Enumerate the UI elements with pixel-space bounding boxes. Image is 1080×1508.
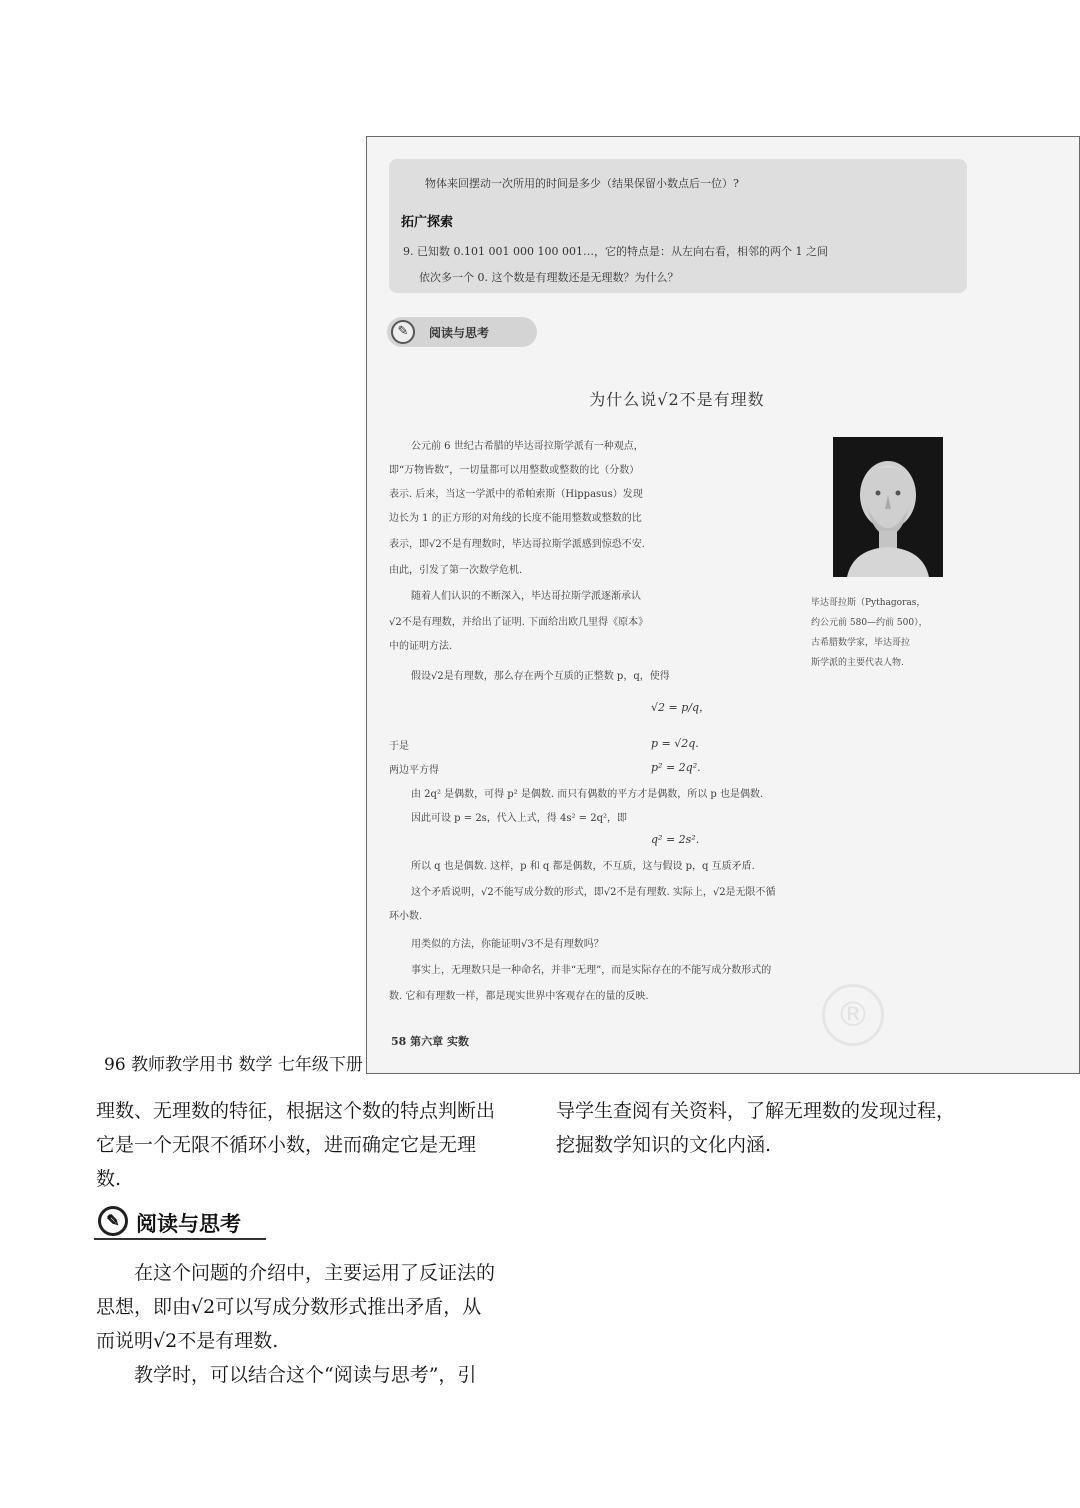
text-line: 导学生查阅有关资料，了解无理数的发现过程，	[556, 1100, 956, 1122]
text-line: 理数、无理数的特征，根据这个数的特点判断出	[96, 1100, 496, 1122]
section-label: 阅读与思考	[429, 326, 490, 340]
proof-line: 这个矛盾说明，√2不能写成分数的形式，即√2不是有理数. 实际上，√2是无限不循	[411, 887, 776, 898]
exercise-9-line: 依次多一个 0. 这个数是有理数还是无理数？为什么？	[419, 271, 679, 284]
paragraph-line: 由此，引发了第一次数学危机.	[389, 565, 523, 576]
portrait-caption: 毕达哥拉斯（Pythagoras，	[811, 598, 926, 608]
proof-line: 由 2q² 是偶数，可得 p² 是偶数. 而只有偶数的平方才是偶数，所以 p 也是偶数.	[411, 789, 764, 800]
equation: p² = 2q².	[651, 761, 701, 774]
proof-line: 环小数.	[389, 911, 423, 922]
portrait-caption: 斯学派的主要代表人物.	[811, 658, 904, 668]
math-label: 于是	[389, 741, 409, 752]
paragraph-line: 随着人们认识的不断深入，毕达哥拉斯学派逐渐承认	[411, 591, 641, 602]
paragraph-line: 假设√2是有理数，那么存在两个互质的正整数 p，q，使得	[411, 671, 670, 682]
paragraph-line: √2不是有理数，并给出了证明. 下面给出欧几里得《原本》	[389, 617, 649, 628]
equation: p = √2q.	[651, 737, 699, 750]
reading-icon: ✎	[391, 320, 415, 344]
article-title: 为什么说√2不是有理数	[589, 390, 765, 409]
right-column	[556, 1094, 1016, 1162]
reading-heading	[94, 1204, 266, 1240]
portrait-caption: 约公元前 580—约前 500），	[811, 618, 928, 628]
proof-line: 所以 q 也是偶数. 这样，p 和 q 都是偶数，不互质，这与假设 p，q 互质矛盾.	[411, 861, 755, 872]
text-line: 挖掘数学知识的文化内涵.	[556, 1134, 772, 1156]
text-line: 而说明√2不是有理数.	[96, 1330, 279, 1352]
equation: q² = 2s².	[651, 833, 700, 846]
text-line: 教学时，可以结合这个“阅读与思考”，引	[96, 1364, 477, 1386]
portrait-caption: 古希腊数学家，毕达哥拉	[811, 638, 911, 648]
paragraph-line: 即“万物皆数”，一切量都可以用整数或整数的比（分数）	[389, 465, 640, 476]
scan-page-footer: 58 第六章 实数	[391, 1035, 469, 1048]
paragraph-line: 中的证明方法.	[389, 641, 453, 652]
reading-heading-label: 阅读与思考	[136, 1211, 241, 1236]
textbook-page-scan	[366, 136, 1080, 1074]
paragraph-line: 公元前 6 世纪古希腊的毕达哥拉斯学派有一种观点，	[411, 441, 644, 452]
registered-mark-icon: ®	[822, 984, 884, 1046]
math-label: 两边平方得	[389, 765, 439, 776]
paragraph-line: 边长为 1 的正方形的对角线的长度不能用整数或整数的比	[389, 513, 642, 524]
exercise-line: 物体来回摆动一次所用的时间是多少（结果保留小数点后一位）?	[425, 177, 739, 190]
text-line: 它是一个无限不循环小数，进而确定它是无理	[96, 1134, 477, 1156]
extension-title: 拓广探索	[401, 215, 454, 230]
proof-line: 数. 它和有理数一样，都是现实世界中客观存在的量的反映.	[389, 991, 649, 1002]
section-tab	[387, 317, 537, 347]
pythagoras-portrait	[833, 437, 943, 577]
text-line: 数.	[96, 1168, 122, 1190]
exercise-box	[389, 159, 967, 293]
reading-icon: ✎	[98, 1206, 128, 1236]
equation: √2 = p/q，	[651, 701, 711, 714]
body-text	[96, 1256, 536, 1392]
proof-line: 因此可设 p = 2s，代入上式，得 4s² = 2q²，即	[411, 813, 628, 824]
paragraph-line: 表示. 后来，当这一学派中的希帕索斯（Hippasus）发现	[389, 489, 643, 500]
left-column	[96, 1094, 536, 1196]
text-line: 思想，即由√2可以写成分数形式推出矛盾，从	[96, 1296, 482, 1318]
exercise-9-line: 9. 已知数 0.101 001 000 100 001…，它的特点是：从左向右看，相邻的两个 1 之间	[403, 245, 828, 258]
text-line: 在这个问题的介绍中，主要运用了反证法的	[96, 1262, 496, 1284]
paragraph-line: 表示，即√2不是有理数时，毕达哥拉斯学派感到惊恐不安.	[389, 539, 645, 550]
page-footer: 96 教师教学用书 数学 七年级下册	[104, 1055, 363, 1075]
proof-line: 事实上，无理数只是一种命名，并非“无理”，而是实际存在的不能写成分数形式的	[411, 965, 772, 976]
proof-line: 用类似的方法，你能证明√3不是有理数吗？	[411, 939, 604, 950]
